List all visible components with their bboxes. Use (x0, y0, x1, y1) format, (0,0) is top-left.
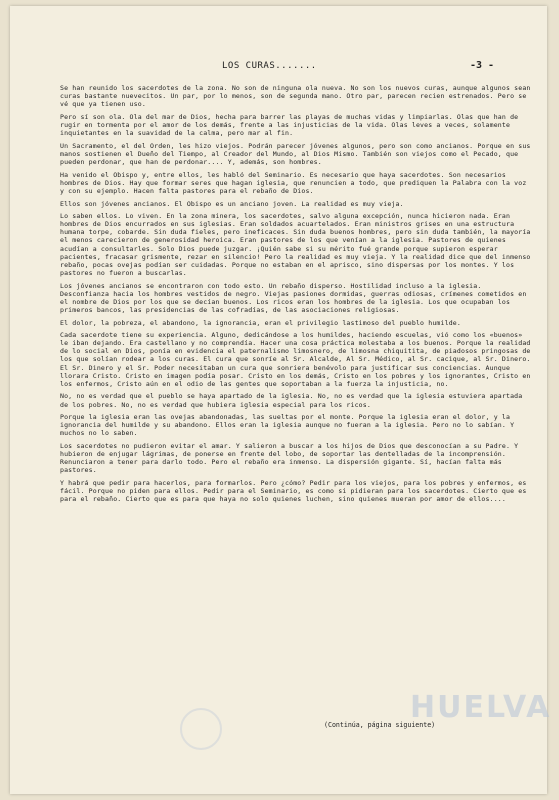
archive-watermark: HUELVA (410, 690, 552, 725)
paragraph: Los jóvenes ancianos se encontraron con todo esto. Un rebaño disperso. Hostilidad incluso a la iglesia. Desconfianza hacia los hombres vestidos de negro. Viejas pasiones dormidas, guerras odiosas, crímenes cometidos en el nombre de Dios por los que se decían buenos. Los ricos eran los hombres de la iglesia. Los que ocupaban los primeros bancos, las presidencias de las cofradías, de las asociaciones religiosas. (60, 281, 527, 314)
paragraph: Pero sí son ola. Ola del mar de Dios, hecha para barrer las playas de muchas vidas y limpiarlas. Olas que han de rugir en tormenta por el amor de los demás, frente a las injusticias de la vida. Olas leves a veces, solamente inquietantes en la suavidad de la calma, pero mar al fin. (60, 112, 519, 138)
library-stamp (180, 708, 222, 750)
paragraph: Y habrá que pedir para hacerlos, para formarlos. Pero ¿cómo? Pedir para los viejos, para los pobres y enfermos, es fácil. Porque no piden para ellos. Pedir para el Seminario, es como si pidieran para los sacerdotes. Cierto que es para el rebaño. Cierto que es para que haya no solo quienes luchen, sino quienes mueran por amor de ellos.... (60, 479, 527, 504)
paragraph: Se han reunido los sacerdotes de la zona. No son de ninguna ola nueva. No son los nuevos curas, aunque algunos sean curas bastante nuevecitos. Un par, por lo menos, son de segunda mano. Otro par, parecen recien estrenados. Pero se vé que ya tienen uso. (60, 84, 531, 109)
continuation-note: (Continúa, página siguiente) (324, 721, 436, 729)
paragraph: No, no es verdad que el pueblo se haya apartado de la iglesia. No, no es verdad que la iglesia estuviera apartada de los pobres. No, no es verdad que hubiera iglesia especial para los ricos. (60, 392, 523, 409)
document-title: LOS CURAS....... (222, 61, 317, 71)
page-number: -3 - (470, 60, 495, 71)
paragraph: Ha venido el Obispo y, entre ellos, les habló del Seminario. Es necesario que haya sacerdotes. Son necesarios hombres de Dios. Hay que formar seres que hagan iglesia, que renuncien a todo, que prediquen la Palabra con la voz y con su ejemplo. Hacen falta pastores para el rebaño de Dios. (60, 170, 527, 195)
paragraph: Ellos son jóvenes ancianos. El Obispo es un anciano joven. La realidad es muy vieja. (60, 199, 404, 208)
paragraph: Los sacerdotes no pudieron evitar el amar. Y salieron a buscar a los hijos de Dios que desconocían a su Padre. Y hubieron de enjugar lágrimas, de ponerse en frente del lobo, de soportar las dentelladas de la incomprensión. Renunciaron a tener para darlo todo. Pero el rebaño era inmenso. La dispersión gigante. Sí, hacían falta más pastores. (60, 442, 519, 475)
document-page (10, 6, 552, 794)
paragraph: Un Sacramento, el del Orden, les hizo viejos. Podrán parecer jóvenes algunos, pero son como ancianos. Porque en sus manos sostienen el Dueño del Tiempo, al Creador del Mundo, al Dios Mismo. También son viejos como el Pecado, que pueden perdonar, que han de perdonar.... Y, además, son hombres. (60, 141, 531, 166)
paragraph: Cada sacerdote tiene su experiencia. Alguno, dedicándose a los humildes, haciendo escuelas, vió como los «buenos» le iban dejando. Era castellano y no comprendía. Hacer una cosa práctica molestaba a los buenos. Porque la realidad de lo social en Dios, ponía en evidencia el paternalismo limosnero, de limosna chiquitita, de piadosos pringosas de los que solían rodear a los curas. El cura que sonríe al Sr. Alcalde, Al Sr. Médico, al Sr. cacique, al Sr. Dinero. El Sr. Dinero y el Sr. Poder necesitaban un cura que sonriera benévolo para justificar sus conciencias. Aunque llorara Cristo. Cristo en imagen podía posar. Cristo en los demás, Cristo en los pobres y los ignorantes, Cristo en los enfermos, Cristo aún en el odio de las gentes que soportaban a la fuerza la injusticia, no. (60, 331, 531, 388)
document-body (60, 84, 532, 508)
paragraph: Lo saben ellos. Lo viven. En la zona minera, los sacerdotes, salvo alguna excepción, nunca hicieron nada. Eran hombres de Dios encurrados en sus iglesias. Eran soldados acuartelados. Eran ministros grises en una estructura humana torpe, cobarde. Sin duda fieles, pero ineficaces. Sin duda buenos hombres, pero sin duda también, la mayoría el menos carecieron de generosidad heroica. Eran pastores de los que venían a la iglesia. Pastores de quienes acudían a consultarles. Solo Dios puede juzgar. ¡Quién sabe si su mérito fué grande porque supieron esperar pacientes, fracasar grismente, rezar en silencio! Pero la realidad es muy vieja. Y la realidad dice que del inmenso rebaño, pocas ovejas podían ser cuidadas. Porque no estaban en el aprisco, sino dispersas por los montes. Y los pastores no fueron a buscarlas. (60, 212, 531, 277)
paragraph: Porque la iglesia eran las ovejas abandonadas, las sueltas por el monte. Porque la iglesia eran el dolor, y la ignorancia del humilde y su abandono. Ellos eran la iglesia aunque no fueran a la iglesia. Pero no lo sabían. Y muchos no lo saben. (60, 413, 515, 438)
paragraph: El dolor, la pobreza, el abandono, la ignorancia, eran el privilegio lastimoso del pueblo humilde. (60, 318, 461, 327)
